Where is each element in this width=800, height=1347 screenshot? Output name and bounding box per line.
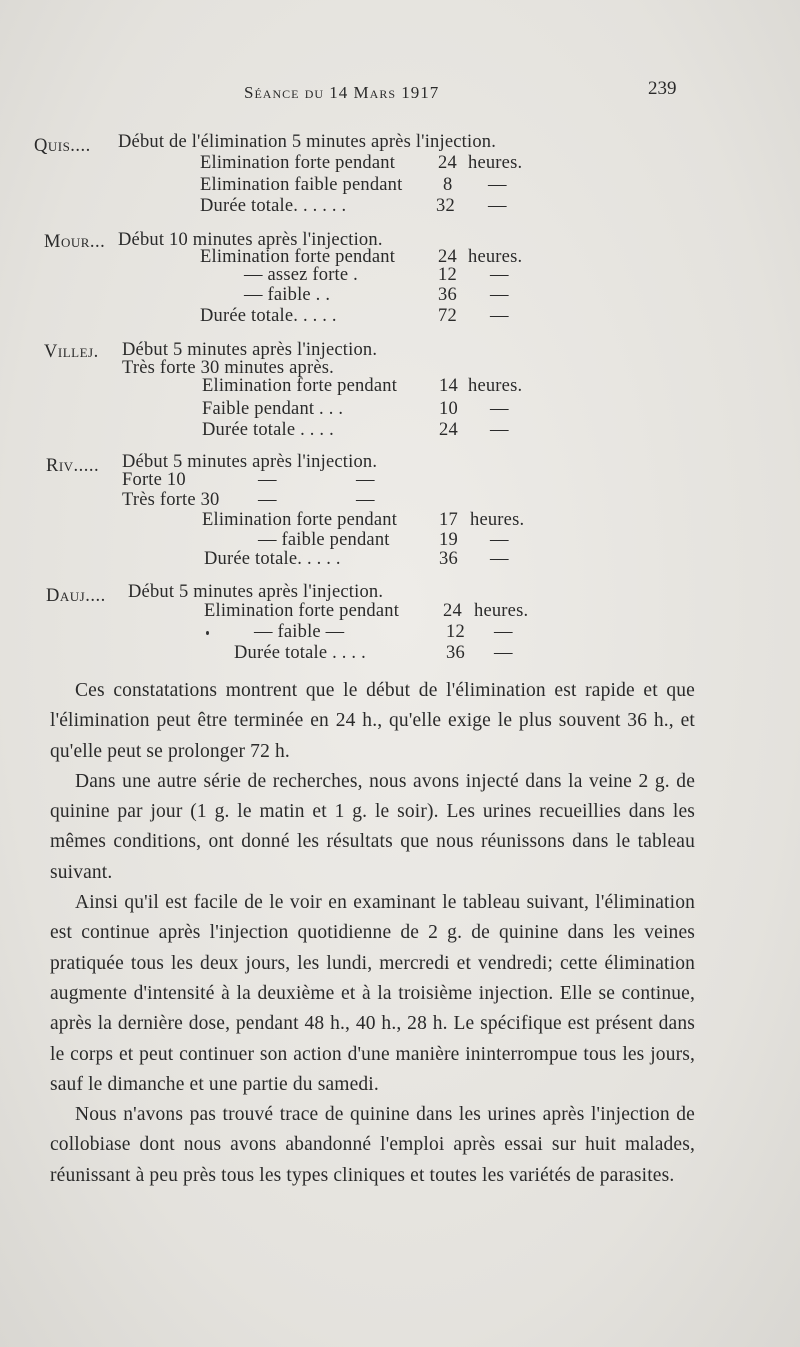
case-name: Riv..... [46, 456, 100, 476]
case-line-value: 72 [438, 306, 457, 326]
case-line-value: 32 [436, 196, 455, 216]
case-line-unit: — [490, 306, 509, 326]
case-line-value: 12 [438, 265, 457, 285]
case-line-unit: — [490, 530, 509, 550]
case-line-unit: — [490, 399, 509, 419]
stray-mark [206, 631, 209, 635]
case-line-unit: — [494, 643, 513, 663]
case-line-label: Durée totale . . . . [202, 420, 334, 440]
case-line: Début 5 minutes après l'injection. [122, 452, 378, 472]
case-line-value: 36 [446, 643, 465, 663]
case-line-unit: heures. [468, 376, 523, 396]
case-line-unit: — [490, 420, 509, 440]
case-line-unit: heures. [468, 247, 523, 267]
case-line-value: 36 [439, 549, 458, 569]
case-line-unit: — [490, 265, 509, 285]
case-line-value: 24 [443, 601, 462, 621]
case-line-value: 8 [443, 175, 453, 195]
case-line-label: Durée totale. . . . . . [200, 196, 347, 216]
paragraph: Ainsi qu'il est facile de le voir en examinant le tableau suivant, l'élimination est continue après l'injection quotidienne de 2 g. de quinine dans les veines pratiquée tous les deux jours, les lundi, mercredi et vendredi; cette élimination augmente d'intensité à la deuxième et à la troisième injection. Elle se continue, après la dernière dose, pendant 48 h., 40 h., 28 h. Le spécifique est présent dans le corps et peut continuer son action d'une manière ininterrompue tous les jours, sauf le dimanche et une partie du samedi. [50, 892, 695, 1095]
case-line-value: 19 [439, 530, 458, 550]
page-number: 239 [648, 78, 677, 99]
case-line-label: Elimination faible pendant [200, 175, 403, 195]
case-line-value: 24 [439, 420, 458, 440]
case-line: Début de l'élimination 5 minutes après l'injection. [118, 132, 497, 152]
case-line-label: — faible . . [244, 285, 331, 305]
case-line-unit: heures. [468, 153, 523, 173]
case-line-value: — [258, 490, 277, 510]
case-line-label: Elimination forte pendant [204, 601, 400, 621]
case-line-label: Durée totale. . . . . [204, 549, 341, 569]
case-line: Début 5 minutes après l'injection. [128, 582, 384, 602]
case-name: Dauj.... [46, 586, 106, 606]
paragraph: Dans une autre série de recherches, nous avons injecté dans la veine 2 g. de quinine par jour (1 g. le matin et 1 g. le soir). Les urines recueillies dans les mêmes conditions, ont donné les résultats que nous réunissons dans le tableau suivant. [50, 770, 695, 883]
case-line-label: Très forte 30 [122, 490, 220, 510]
running-title: Séance du 14 Mars 1917 [244, 83, 440, 102]
case-line-label: — assez forte . [244, 265, 358, 285]
case-line-label: Elimination forte pendant [202, 510, 398, 530]
case-name: Mour... [44, 232, 106, 252]
case-name: Quis.... [34, 136, 91, 156]
case-line-unit: — [356, 470, 375, 490]
case-line-unit: — [356, 490, 375, 510]
case-line-label: Elimination forte pendant [200, 153, 396, 173]
case-line-unit: — [488, 196, 507, 216]
case-name: Villej. [44, 342, 99, 362]
case-line-value: 14 [439, 376, 458, 396]
case-line: Très forte 30 minutes après. [122, 358, 334, 378]
case-line-value: 36 [438, 285, 457, 305]
paragraph: Ces constatations montrent que le début de l'élimination est rapide et que l'élimination peut être terminée en 24 h., qu'elle exige le plus souvent 36 h., et qu'elle peut se prolonger 72 h. [50, 680, 695, 762]
case-line-unit: heures. [474, 601, 529, 621]
case-line-value: 24 [438, 247, 457, 267]
case-line-label: Forte 10 [122, 470, 186, 490]
case-line-value: 10 [439, 399, 458, 419]
case-line-label: Durée totale. . . . . [200, 306, 337, 326]
case-line-label: Elimination forte pendant [200, 247, 396, 267]
case-line-label: — faible — [254, 622, 345, 642]
case-line-value: 12 [446, 622, 465, 642]
case-line-label: — faible pendant [258, 530, 390, 550]
case-line-label: Durée totale . . . . [234, 643, 366, 663]
case-line: Début 10 minutes après l'injection. [118, 230, 383, 250]
case-line-label: Elimination forte pendant [202, 376, 398, 396]
case-line-value: 17 [439, 510, 458, 530]
case-line-unit: — [494, 622, 513, 642]
case-line: Début 5 minutes après l'injection. [122, 340, 378, 360]
case-line-unit: heures. [470, 510, 525, 530]
case-line-label: Faible pendant . . . [202, 399, 344, 419]
case-line-value: — [258, 470, 277, 490]
case-line-unit: — [490, 285, 509, 305]
case-line-unit: — [488, 175, 507, 195]
body-text [50, 676, 695, 1191]
case-line-value: 24 [438, 153, 457, 173]
paragraph: Nous n'avons pas trouvé trace de quinine dans les urines après l'injection de collobiase dont nous avons abandonné l'emploi après essai sur huit malades, réunissant à peu près tous les types cliniques et toutes les variétés de parasites. [50, 1104, 695, 1186]
case-line-unit: — [490, 549, 509, 569]
